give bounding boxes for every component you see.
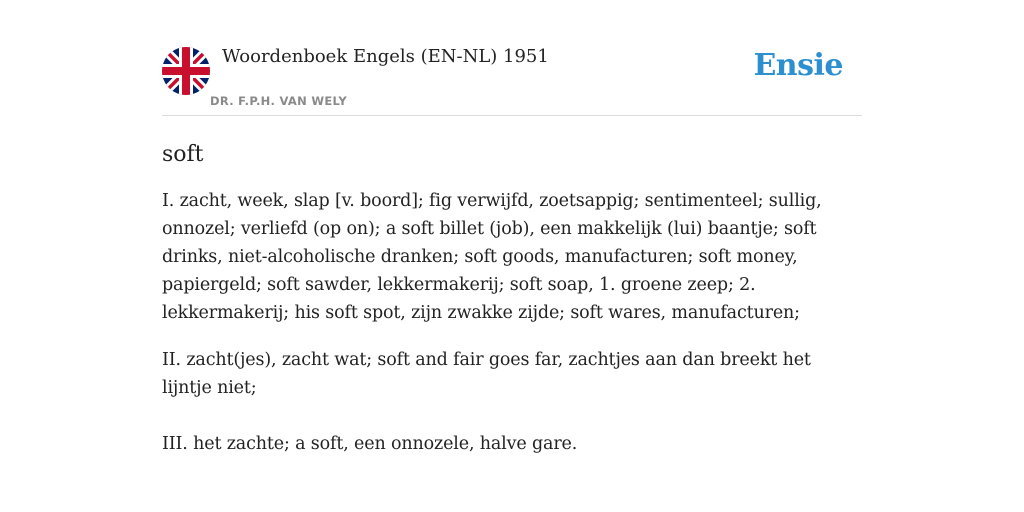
dictionary-author: DR. F.P.H. VAN WELY (210, 94, 347, 108)
entry-senses (162, 187, 862, 458)
dictionary-card (162, 40, 862, 477)
sense-3: III. het zachte; a soft, een onnozele, halve gare. (162, 434, 578, 454)
entry-headword: soft (162, 142, 204, 167)
brand-logo[interactable]: Ensie (753, 48, 843, 83)
sense-1: I. zacht, week, slap [v. boord]; fig verwijfd, zoetsappig; sentimenteel; sullig, onnozel; verliefd (op on); a soft billet (job), een makkelijk (lui) baantje; soft drinks, niet-alcoholische dranken; soft goods, manufacturen; soft money, papiergeld; soft sawder, lekkermakerij; soft soap, 1. groene zeep; 2. lekkermakerij; his soft spot, zijn zwakke zijde; soft wares, manufacturen; (162, 191, 822, 323)
sense-2: II. zacht(jes), zacht wat; soft and fair goes far, zachtjes aan dan breekt het lijntje niet; (162, 350, 811, 398)
dictionary-title[interactable]: Woordenboek Engels (EN-NL) 1951 (222, 46, 549, 67)
uk-flag-icon (162, 47, 210, 95)
dictionary-header (162, 40, 862, 116)
